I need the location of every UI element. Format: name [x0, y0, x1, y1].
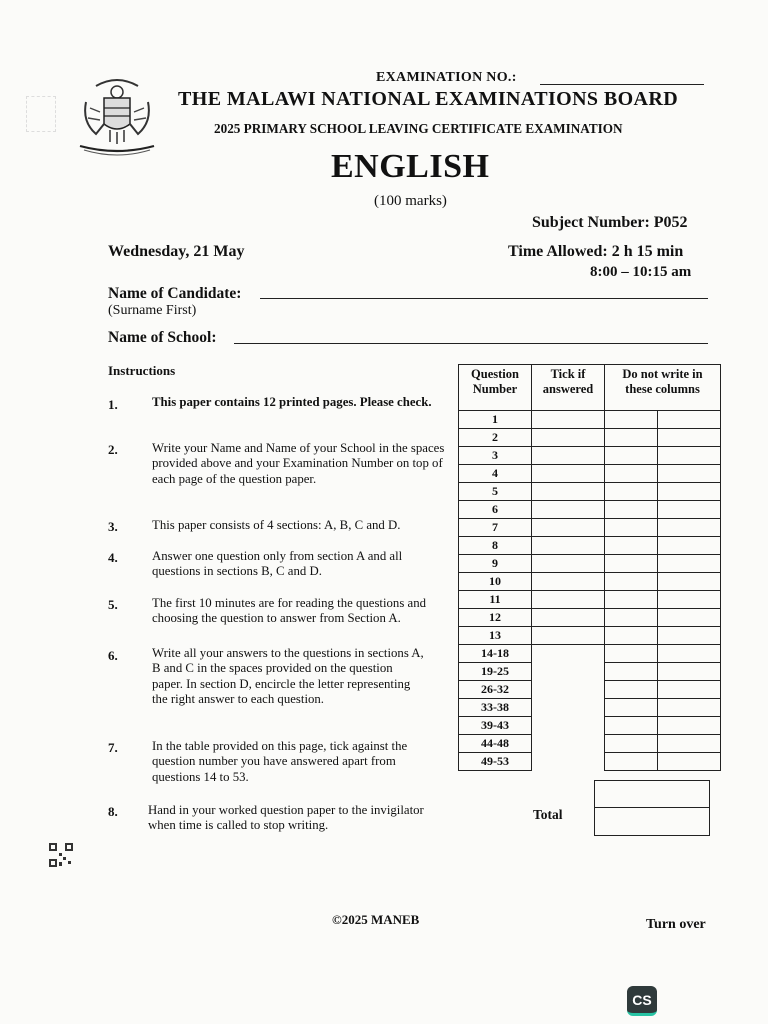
scan-artifact: [26, 96, 56, 132]
turn-over: Turn over: [646, 917, 706, 932]
shaded-cell: [532, 753, 605, 771]
examiner-cell: [605, 555, 658, 573]
time-range: 8:00 – 10:15 am: [590, 264, 692, 280]
surname-note: (Surname First): [108, 303, 197, 318]
instruction-text: Answer one question only from section A and all questions in sections B, C and D.: [152, 549, 403, 579]
examiner-cell: [605, 429, 658, 447]
examiner-cell: [605, 447, 658, 465]
examiner-cell: [605, 501, 658, 519]
question-number-cell: 12: [459, 609, 532, 627]
instruction-number: 7.: [108, 740, 118, 755]
table-row: [459, 447, 721, 465]
table-row: [459, 501, 721, 519]
question-number-cell: 14-18: [459, 645, 532, 663]
tick-cell[interactable]: [532, 537, 605, 555]
examiner-cell: [658, 591, 721, 609]
exam-date: Wednesday, 21 May: [108, 243, 245, 260]
examiner-cell: [658, 699, 721, 717]
examiner-cell: [605, 699, 658, 717]
candidate-name-field[interactable]: [260, 298, 708, 299]
examiner-cell: [658, 645, 721, 663]
table-row: [459, 483, 721, 501]
examiner-cell: [605, 735, 658, 753]
instruction-number: 5.: [108, 597, 118, 612]
instruction-text: Write all your answers to the questions in sections A, B and C in the spaces provided on the question paper. In section D, encircle the letter representing the right answer to each question.: [152, 646, 424, 707]
examiner-cell: [658, 555, 721, 573]
examiner-cell: [658, 483, 721, 501]
instruction-number: 1.: [108, 397, 118, 412]
instruction-number: 2.: [108, 442, 118, 457]
examiner-cell: [605, 663, 658, 681]
time-allowed: Time Allowed: 2 h 15 min: [508, 243, 684, 260]
instructions-heading: Instructions: [108, 363, 176, 378]
question-number-cell: 9: [459, 555, 532, 573]
question-number-cell: 2: [459, 429, 532, 447]
examiner-cell: [605, 537, 658, 555]
question-number-cell: 10: [459, 573, 532, 591]
table-row: [459, 591, 721, 609]
examiner-cell: [605, 483, 658, 501]
question-number-cell: 1: [459, 411, 532, 429]
school-name-label: Name of School:: [108, 329, 217, 346]
question-tick-table: [458, 364, 721, 771]
paper-title: 2025 PRIMARY SCHOOL LEAVING CERTIFICATE EXAMINATION: [214, 121, 623, 136]
tick-cell[interactable]: [532, 573, 605, 591]
table-row: [459, 573, 721, 591]
school-name-field[interactable]: [234, 343, 708, 344]
tick-cell[interactable]: [532, 501, 605, 519]
examiner-cell: [605, 573, 658, 591]
examiner-cell: [658, 609, 721, 627]
maneb-crest-logo: [74, 72, 160, 158]
instruction-number: 6.: [108, 648, 118, 663]
shaded-cell: [532, 663, 605, 681]
table-row: [459, 699, 721, 717]
col-tick-if-answered: Tick if answered: [532, 365, 605, 411]
candidate-name-label: Name of Candidate:: [108, 285, 242, 302]
table-row: [459, 681, 721, 699]
tick-cell[interactable]: [532, 465, 605, 483]
table-row: [459, 537, 721, 555]
table-row: [459, 627, 721, 645]
table-row: [459, 735, 721, 753]
question-number-cell: 4: [459, 465, 532, 483]
examiner-cell: [658, 717, 721, 735]
subject-number: Subject Number: P052: [532, 214, 688, 231]
question-number-cell: 49-53: [459, 753, 532, 771]
examiner-cell: [658, 681, 721, 699]
question-number-cell: 44-48: [459, 735, 532, 753]
question-number-cell: 11: [459, 591, 532, 609]
table-row: [459, 609, 721, 627]
copyright: ©2025 MANEB: [332, 912, 420, 927]
instruction-number: 3.: [108, 519, 118, 534]
examiner-cell: [658, 753, 721, 771]
examiner-cell: [605, 591, 658, 609]
question-number-cell: 7: [459, 519, 532, 537]
total-marks: (100 marks): [374, 193, 447, 209]
shaded-cell: [532, 735, 605, 753]
examiner-cell: [658, 627, 721, 645]
instruction-text: Hand in your worked question paper to the invigilator when time is called to stop writing.: [148, 803, 424, 833]
table-row: [459, 645, 721, 663]
examiner-cell: [605, 411, 658, 429]
tick-cell[interactable]: [532, 555, 605, 573]
tick-cell[interactable]: [532, 447, 605, 465]
table-row: [459, 753, 721, 771]
examiner-cell: [658, 735, 721, 753]
examiner-cell: [658, 501, 721, 519]
shaded-cell: [532, 699, 605, 717]
instruction-text: In the table provided on this page, tick against the question number you have answered apart from questions 14 to 53.: [152, 739, 408, 784]
examiner-cell: [605, 645, 658, 663]
board-title: THE MALAWI NATIONAL EXAMINATIONS BOARD: [178, 88, 679, 110]
question-number-cell: 8: [459, 537, 532, 555]
tick-cell[interactable]: [532, 483, 605, 501]
table-row: [459, 411, 721, 429]
examiner-cell: [658, 447, 721, 465]
examiner-cell: [605, 627, 658, 645]
examiner-cell: [605, 609, 658, 627]
table-row: [459, 465, 721, 483]
tick-cell[interactable]: [532, 591, 605, 609]
examiner-cell: [658, 663, 721, 681]
question-number-cell: 19-25: [459, 663, 532, 681]
table-row: [459, 519, 721, 537]
examiner-cell: [658, 537, 721, 555]
instruction-text: This paper contains 12 printed pages. Please check.: [152, 395, 432, 409]
shaded-cell: [532, 645, 605, 663]
tick-cell[interactable]: [532, 429, 605, 447]
total-label: Total: [533, 807, 563, 822]
instruction-text: Write your Name and Name of your School in the spaces provided above and your Examination Number on top of each page of the question paper.: [152, 441, 445, 486]
tick-cell[interactable]: [532, 519, 605, 537]
instruction-number: 4.: [108, 550, 118, 565]
total-box: [594, 780, 710, 836]
examiner-cell: [605, 753, 658, 771]
examiner-cell: [658, 411, 721, 429]
examiner-cell: [658, 465, 721, 483]
shaded-cell: [532, 681, 605, 699]
subject-title: ENGLISH: [331, 148, 490, 185]
table-row: [459, 429, 721, 447]
scanner-app-badge: CS: [627, 986, 657, 1016]
examiner-cell: [605, 717, 658, 735]
table-row: [459, 663, 721, 681]
tick-cell[interactable]: [532, 627, 605, 645]
instruction-text: The first 10 minutes are for reading the questions and choosing the question to answer from Section A.: [152, 596, 426, 626]
examiner-cell: [658, 573, 721, 591]
tick-cell[interactable]: [532, 609, 605, 627]
examiner-cell: [658, 519, 721, 537]
question-number-cell: 5: [459, 483, 532, 501]
question-number-cell: 33-38: [459, 699, 532, 717]
qr-code-icon: [48, 842, 74, 868]
examiner-cell: [658, 429, 721, 447]
instruction-number: 8.: [108, 804, 118, 819]
table-row: [459, 555, 721, 573]
instruction-text: This paper consists of 4 sections: A, B, C and D.: [152, 518, 401, 532]
exam-number-label: EXAMINATION NO.:: [376, 70, 517, 85]
shaded-cell: [532, 717, 605, 735]
question-number-cell: 6: [459, 501, 532, 519]
examiner-cell: [605, 465, 658, 483]
exam-number-field[interactable]: [540, 84, 704, 85]
question-number-cell: 3: [459, 447, 532, 465]
total-box-divider: [594, 807, 710, 808]
question-number-cell: 39-43: [459, 717, 532, 735]
table-row: [459, 717, 721, 735]
col-do-not-write: Do not write in these columns: [605, 365, 721, 411]
question-number-cell: 13: [459, 627, 532, 645]
question-number-cell: 26-32: [459, 681, 532, 699]
tick-cell[interactable]: [532, 411, 605, 429]
table-body: [459, 411, 721, 771]
examiner-cell: [605, 681, 658, 699]
col-question-number: Question Number: [459, 365, 532, 411]
examiner-cell: [605, 519, 658, 537]
